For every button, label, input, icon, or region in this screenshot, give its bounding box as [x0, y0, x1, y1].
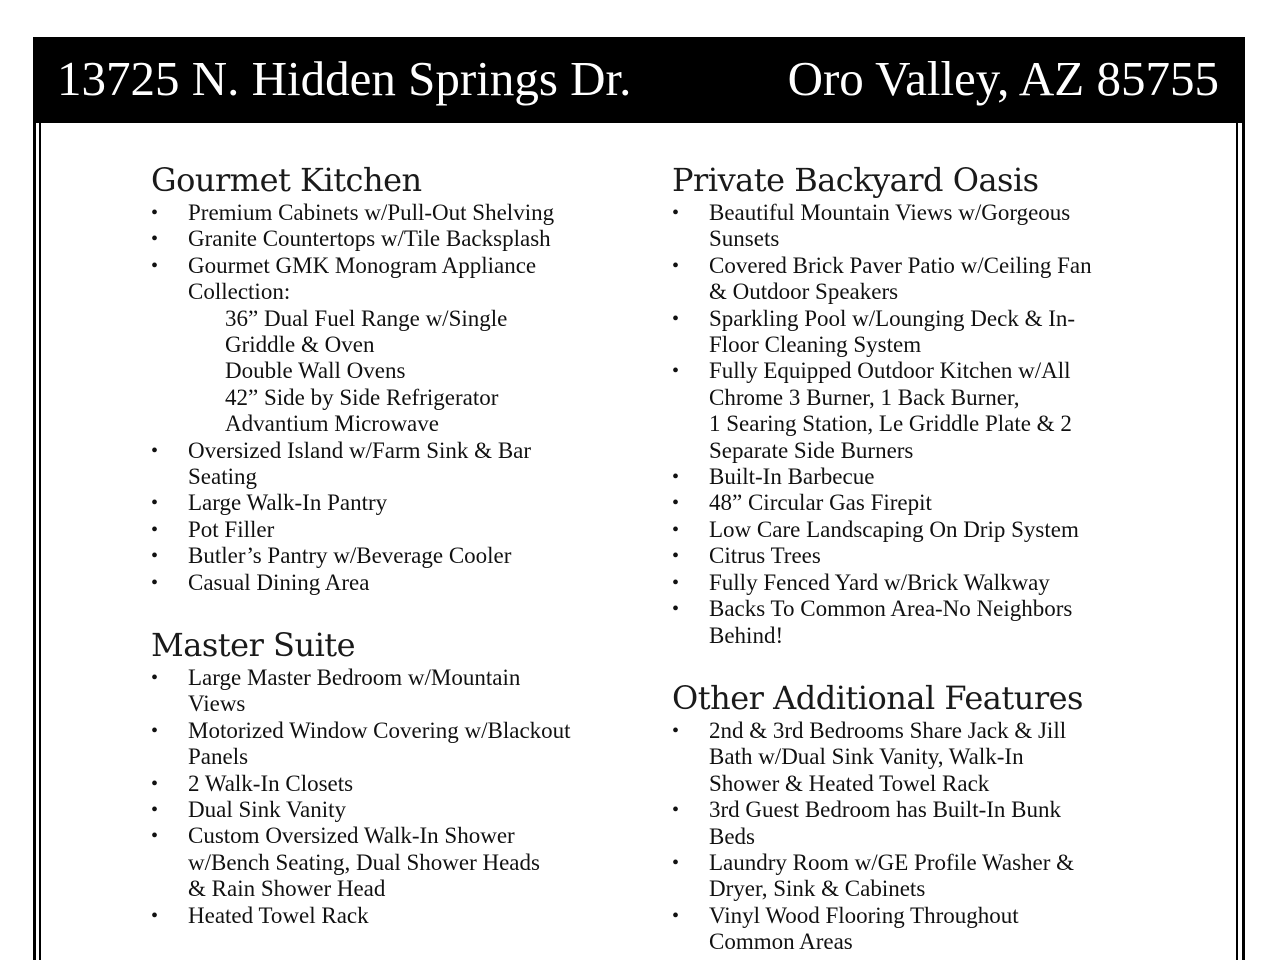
- list-item: • 48” Circular Gas Firepit: [672, 490, 1092, 516]
- appliance-sub-item: Advantium Microwave: [225, 411, 439, 437]
- list-item-continuation: & Outdoor Speakers: [709, 279, 899, 305]
- list-item: • Backs To Common Area-No Neighbors: [672, 596, 1092, 622]
- address-header: [33, 37, 1245, 123]
- list-item: • Covered Brick Paver Patio w/Ceiling Fan: [672, 253, 1092, 279]
- list-item-continuation: Floor Cleaning System: [709, 332, 922, 358]
- list-item: • 2 Walk-In Closets: [151, 771, 571, 797]
- list-item-continuation: Behind!: [709, 622, 784, 648]
- list-item: • Gourmet GMK Monogram Appliance: [151, 253, 554, 279]
- kitchen-feature-list: [151, 200, 554, 596]
- list-item-continuation: Collection:: [188, 279, 291, 305]
- list-item: • Casual Dining Area: [151, 570, 554, 596]
- list-item-continuation: w/Bench Seating, Dual Shower Heads: [188, 849, 540, 875]
- list-item-continuation: Views: [188, 691, 246, 717]
- list-item: • Dual Sink Vanity: [151, 797, 571, 823]
- list-item: • Large Walk-In Pantry: [151, 490, 554, 516]
- list-item-continuation: Chrome 3 Burner, 1 Back Burner,: [709, 384, 1020, 410]
- appliance-sub-item: 42” Side by Side Refrigerator: [225, 384, 499, 410]
- list-item-continuation: Sunsets: [709, 226, 780, 252]
- list-item: • Custom Oversized Walk-In Shower: [151, 823, 571, 849]
- list-item: • Pot Filler: [151, 517, 554, 543]
- border-left-outer: [33, 123, 36, 960]
- list-item-continuation: Beds: [709, 823, 755, 849]
- list-item: • Granite Countertops w/Tile Backsplash: [151, 226, 554, 252]
- list-item-continuation: Seating: [188, 464, 257, 490]
- list-item: • Beautiful Mountain Views w/Gorgeous: [672, 200, 1092, 226]
- border-right-inner: [1236, 123, 1238, 960]
- list-item: • Large Master Bedroom w/Mountain: [151, 665, 571, 691]
- list-item: • Vinyl Wood Flooring Throughout: [672, 903, 1074, 929]
- list-item: • 2nd & 3rd Bedrooms Share Jack & Jill: [672, 718, 1074, 744]
- list-item: • Butler’s Pantry w/Beverage Cooler: [151, 543, 554, 569]
- list-item: • Motorized Window Covering w/Blackout: [151, 718, 571, 744]
- list-item: • Built-In Barbecue: [672, 464, 1092, 490]
- backyard-feature-list: [672, 200, 1092, 649]
- appliance-sub-item-continuation: Griddle & Oven: [225, 332, 375, 358]
- list-item-continuation: Shower & Heated Towel Rack: [709, 770, 990, 796]
- list-item: • Fully Fenced Yard w/Brick Walkway: [672, 570, 1092, 596]
- list-item: • Premium Cabinets w/Pull-Out Shelving: [151, 200, 554, 226]
- list-item-continuation: & Rain Shower Head: [188, 876, 386, 902]
- list-item-continuation: Panels: [188, 744, 249, 770]
- city-state-zip: Oro Valley, AZ 85755: [787, 51, 1219, 106]
- kitchen-heading: Gourmet Kitchen: [151, 161, 422, 199]
- border-right-outer: [1242, 123, 1245, 960]
- list-item-continuation: Separate Side Burners: [709, 437, 914, 463]
- list-item: • Oversized Island w/Farm Sink & Bar: [151, 438, 554, 464]
- border-left-inner: [39, 123, 41, 960]
- list-item: • Laundry Room w/GE Profile Washer &: [672, 850, 1074, 876]
- master-feature-list: [151, 665, 571, 929]
- list-item: • Citrus Trees: [672, 543, 1092, 569]
- list-item: • Low Care Landscaping On Drip System: [672, 517, 1092, 543]
- list-item: • Fully Equipped Outdoor Kitchen w/All: [672, 358, 1092, 384]
- list-item-continuation: Bath w/Dual Sink Vanity, Walk-In: [709, 744, 1024, 770]
- list-item: • 3rd Guest Bedroom has Built-In Bunk: [672, 797, 1074, 823]
- list-item-continuation: Dryer, Sink & Cabinets: [709, 876, 926, 902]
- list-item: • Sparkling Pool w/Lounging Deck & In-: [672, 306, 1092, 332]
- list-item-continuation: 1 Searing Station, Le Griddle Plate & 2: [709, 411, 1072, 437]
- backyard-heading: Private Backyard Oasis: [672, 161, 1039, 199]
- other-features-heading: Other Additional Features: [672, 679, 1083, 717]
- list-item: • Heated Towel Rack: [151, 903, 571, 929]
- other-feature-list: [672, 718, 1074, 956]
- list-item-continuation: Common Areas: [709, 929, 853, 955]
- appliance-sub-item: 36” Dual Fuel Range w/Single: [225, 305, 508, 331]
- appliance-sub-item: Double Wall Ovens: [225, 358, 406, 384]
- street-address: 13725 N. Hidden Springs Dr.: [57, 51, 632, 106]
- master-suite-heading: Master Suite: [151, 626, 356, 664]
